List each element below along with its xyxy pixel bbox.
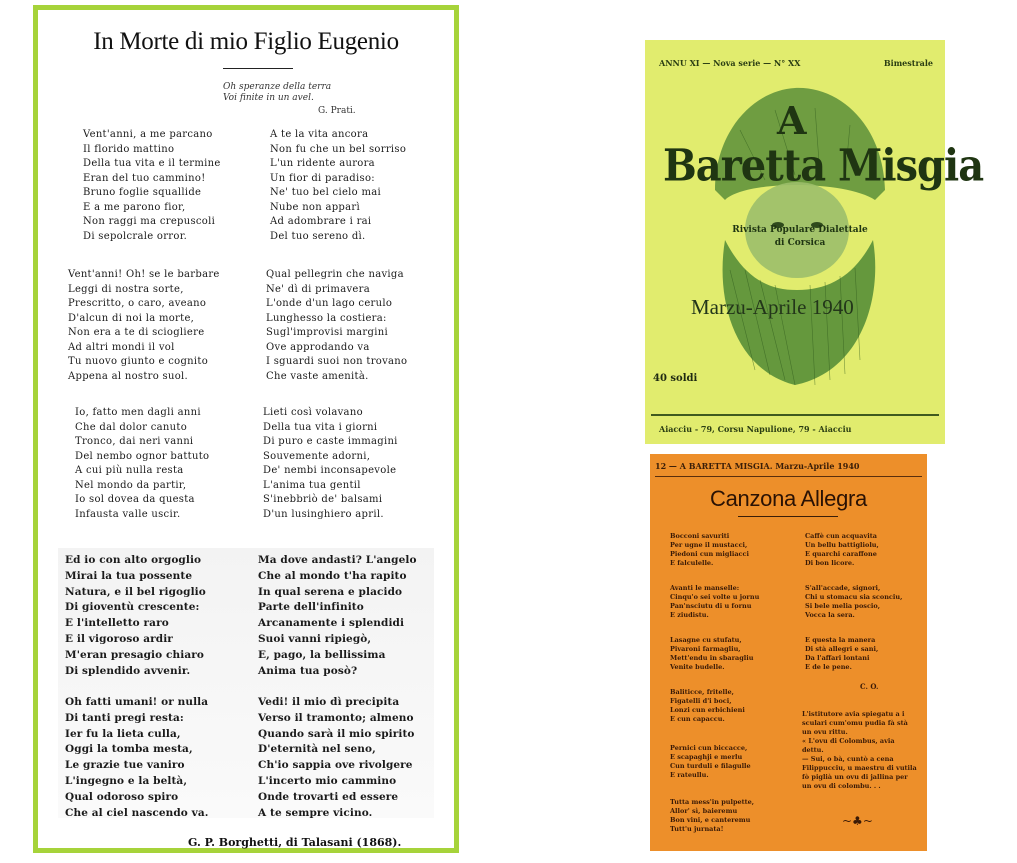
song-stanza [805,584,902,620]
verse-line: Vent'anni, a me parcano [83,129,213,140]
verse-line: E il vigoroso ardir [65,632,173,645]
verse-line: Io sol dovea da questa [75,494,195,505]
verse-line: Del tuo sereno dì. [270,230,366,242]
verse-line: Qual pellegrin che naviga [266,269,404,280]
verse-line: L'un ridente aurora [270,158,375,169]
stanza [258,553,417,679]
verse-line: Ed io con alto orgoglio [65,554,202,566]
verse-line: Oggi la tomba mesta, [65,743,193,756]
title-rule [223,68,293,69]
ornament-icon: ~♣~ [842,814,873,828]
song-line: Figatelli d'i boci, [670,697,732,705]
subtitle-line: Rivista Populare Dialettale [732,225,868,235]
verse-line: D'eternità nel seno, [258,743,376,756]
song-title: Canzona Allegra [710,486,867,511]
song-line: Lonzi cun erbichieni [670,706,745,714]
verse-line: I sguardi suoi non trovano [266,356,408,367]
verse-line: In qual serena e placido [258,585,403,598]
song-line: Piedoni cun migliacci [670,550,749,558]
song-title-rule [738,516,838,517]
verse-line: E a me parono fior, [83,201,186,213]
epigraph-line: Oh speranze della terra [223,82,332,92]
verse-line: Il florido mattino [83,143,175,155]
verse-line: L'ingegno e la beltà, [65,774,188,787]
verse-line: L'anima tua gentil [263,479,361,491]
verse-line: Parte dell'infinito [258,601,364,614]
song-line: Lasagne cu stufatu, [670,636,742,644]
song-line: Venite budelle. [670,663,725,671]
verse-line: De' nembi inconsapevole [263,465,397,476]
song-page [650,454,927,851]
song-stanza [670,584,759,620]
song-stanza [805,532,879,568]
song-line: Baliticce, fritelle, [670,688,734,696]
song-line: Da l'affari lontani [805,654,870,662]
magazine-subtitle [725,224,875,250]
epigraph [223,82,331,104]
verse-line: Un fior di paradiso: [270,172,375,184]
verse-line: D'un lusinghiero april. [263,508,384,520]
stanza [270,128,406,244]
verse-line: Non era a te di sciogliere [68,327,205,338]
song-line: Bon vini, e canteremu [670,816,751,824]
verse-line: Tronco, dai neri vanni [75,436,194,447]
song-stanza [805,636,878,672]
verse-line: Che al ciel nascendo va. [65,806,209,819]
verse-line: Verso il tramonto; almeno [258,711,414,724]
frequency: Bimestrale [883,58,933,68]
verse-line: Prescritto, o caro, aveano [68,298,207,309]
song-line: E questa la manera [805,636,876,644]
song-line: Mett'endu in sbaragliu [670,654,754,662]
verse-line: D'alcun di noi la morte, [68,312,195,324]
verse-line: Ove approdando va [266,341,370,353]
verse-line: A te la vita ancora [270,129,369,140]
verse-line: Ne' dì di primavera [266,283,370,295]
verse-line: Quando sarà il mio spirito [258,727,415,740]
verse-line: E l'intelletto raro [65,617,169,630]
verse-line: Appena al nostro suol. [68,370,189,382]
magazine-title-article: A [777,98,807,143]
song-line: Per ugne il mustacci, [670,541,748,549]
issue-date: Marzu-Aprile 1940 [691,295,854,319]
verse-line: Infausta valle uscir. [75,508,181,520]
prose-paragraph: — Sui, o bà, cuntò a cena Filippucciu, u maestru di vutila fò piglià un ovu di jallina per un ovu di colombu. . . [802,755,917,790]
verse-line: Le grazie tue vaniro [65,759,185,772]
song-line: E falculelle. [670,559,714,567]
verse-line: A cui più nulla resta [75,465,184,476]
price: 40 soldi [653,373,698,384]
verse-line: Mirai la tua possente [65,569,193,582]
verse-line: Della tua vita e il termine [83,158,221,169]
page-header: 12 — A BARETTA MISGIA. Marzu-Aprile 1940 [655,461,860,471]
verse-line: Suoi vanni ripiegò, [258,632,372,645]
song-line: Bocconi savuriti [670,532,730,540]
verse-line: Vedi! il mio dì precipita [258,696,400,708]
verse-line: Eran del tuo cammino! [83,172,206,184]
song-line: Avanti le manselle: [670,584,740,592]
verse-line: Souvemente adorni, [263,450,371,462]
verse-line: Che al mondo t'ha rapito [258,569,407,582]
song-line: S'all'accade, signori, [805,584,881,592]
prose-paragraph: L'istitutore avia spiegatu a i sculari cum'omu pudia fà stà un ovu rittu. [802,710,908,736]
verse-line: Della tua vita i giorni [263,421,378,433]
song-line: Pernici cun biccacce, [670,744,748,752]
song-line: E ziudistu. [670,611,709,619]
poem-title: In Morte di mio Figlio Eugenio [93,28,399,55]
song-line: Pivaroni farmagliu, [670,645,741,653]
verse-line: Oh fatti umani! or nulla [65,696,209,708]
song-signature: C. O. [860,682,879,691]
song-line: Tutta mess'in pulpette, [670,798,755,806]
cover-top-line [659,58,933,68]
song-line: Si bele melia poscio, [805,602,880,610]
verse-line: Arcanamente i splendidi [258,617,405,630]
verse-line: Lunghesso la costiera: [266,312,387,324]
song-line: E quarchi caraffone [805,550,877,558]
verse-line: Io, fatto men dagli anni [75,407,201,418]
verse-line: Nel mondo da partir, [75,479,187,491]
magazine-title: Baretta Misgia [663,140,984,192]
song-line: Di bon licore. [805,559,855,567]
verse-line: Di tanti pregi resta: [65,711,184,724]
song-stanza [670,532,749,568]
verse-line: Ma dove andasti? L'angelo [258,554,417,566]
song-line: Chi u stomacu sia sconciu, [805,593,903,601]
song-line: Vocca la sera. [805,611,855,619]
verse-line: Leggi di nostra sorte, [68,283,184,295]
verse-line: Bruno foglie squallide [83,187,202,198]
stanza [65,553,206,679]
stanza [258,695,415,821]
stanza [65,695,209,821]
poem-signature: G. P. Borghetti, di Talasani (1868). [188,836,402,849]
prose-block [802,710,917,791]
verse-line: Che dal dolor canuto [75,421,188,433]
verse-line: A te sempre vicino. [258,806,373,819]
publisher-address: Aiacciu - 79, Corsu Napulione, 79 - Aiacciu [659,424,852,434]
verse-line: L'onde d'un lago cerulo [266,298,393,309]
verse-line: Onde trovarti ed essere [258,790,399,803]
song-line: E rateullu. [670,771,709,779]
verse-line: M'eran presagio chiaro [65,648,204,661]
song-line: Caffè cun acquavita [805,532,877,540]
stanza [263,406,398,522]
verse-line: Ad adombrare i rai [270,216,372,227]
song-line: Allor' sì, baieremu [670,807,738,815]
song-line: E scapaghji e merlu [670,753,743,761]
verse-line: Non raggi ma crepuscoli [83,216,216,227]
stanza [83,128,221,244]
verse-line: Sugl'improvisi margini [266,327,388,338]
prose-paragraph: « L'ovu di Colombus, avia dettu. [802,737,895,754]
magazine-cover [645,40,984,444]
stanza [68,268,220,384]
poem-page [33,5,459,853]
stanza [75,406,209,522]
verse-line: Ad altri mondi il vol [68,341,175,353]
verse-line: Del nembo ognor battuto [75,450,210,462]
verse-line: Ne' tuo bel cielo mai [270,187,382,198]
subtitle-line: di Corsica [774,238,826,248]
verse-line: Nube non apparì [270,201,360,213]
song-stanza [670,744,751,780]
song-line: Tutt'u jurnata! [670,825,724,833]
issue-info: ANNU XI — Nova serie — N° XX [659,58,801,68]
verse-line: Che vaste amenità. [266,370,369,382]
verse-line: Natura, e il bel rigoglio [65,585,206,598]
song-line: E cun capaccu. [670,715,725,723]
verse-line: Lieti così volavano [263,407,363,418]
song-line: E de le pene. [805,663,852,671]
verse-line: Ch'io sappia ove rivolgere [258,759,413,772]
song-line: Pan'nsciutu di u fornu [670,602,752,610]
verse-line: Di gioventù crescente: [65,601,200,614]
verse-line: Ier fu la lieta culla, [65,727,181,740]
verse-line: Di puro e caste immagini [263,436,398,447]
verse-line: E, pago, la bellissima [258,648,386,661]
verse-line: Non fu che un bel sorriso [270,143,407,155]
song-line: Cinqu'o sei volte u jornu [670,593,760,601]
verse-line: L'incerto mio cammino [258,774,397,787]
song-line: Un bellu battigliolu, [805,541,879,549]
verse-line: Vent'anni! Oh! se le barbare [68,269,220,280]
verse-line: Qual odoroso spiro [65,790,179,803]
header-rule [655,476,922,477]
epigraph-author: G. Prati. [318,106,356,116]
song-stanza [670,688,745,724]
verse-line: Di splendido avvenir. [65,664,191,677]
verse-line: S'inebbriò de' balsami [263,494,383,505]
cover-rule [651,414,939,416]
song-stanza [670,636,753,672]
song-line: Di stà allegri e sani, [805,645,879,653]
song-stanza [670,798,754,834]
verse-line: Anima tua posò? [258,664,358,677]
song-line: Cun turduli e filagulle [670,762,751,770]
epigraph-line: Voi finite in un avel. [223,93,314,103]
verse-line: Tu nuovo giunto e cognito [68,356,209,367]
verse-line: Di sepolcrale orror. [83,230,188,242]
stanza [266,268,407,384]
